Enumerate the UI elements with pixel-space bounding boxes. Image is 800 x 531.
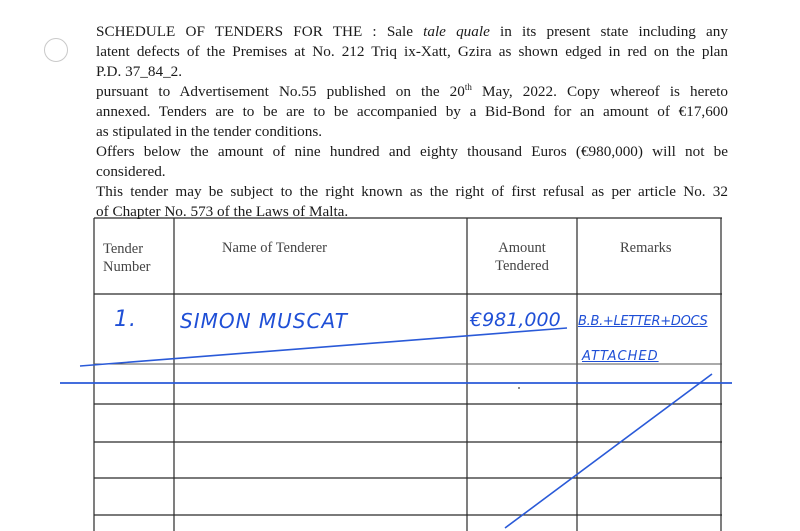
- entry-tender-number: 1.: [114, 307, 137, 332]
- column-header-tender-number: Tender Number: [103, 241, 151, 275]
- column-header-amount: Amount Tendered: [495, 240, 549, 274]
- header-line-1: SCHEDULE OF TENDERS FOR THE : Sale tale quale in its present state including any: [96, 23, 728, 40]
- column-header-name: Name of Tenderer: [222, 240, 327, 256]
- header-line-9: This tender may be subject to the right known as the right of first refusal as per article No. 32: [96, 183, 728, 200]
- header-line-2: latent defects of the Premises at No. 212 Triq ix-Xatt, Gzira as shown edged in red on the plan: [96, 43, 728, 60]
- ink-cross-out-line: [505, 374, 712, 528]
- header-line-3: P.D. 37_84_2.: [96, 63, 183, 80]
- header-line-8: considered.: [96, 163, 166, 180]
- column-header-remarks: Remarks: [620, 240, 672, 256]
- header-line-4: pursuant to Advertisement No.55 published on the 20th May, 2022. Copy whereof is hereto: [96, 81, 728, 100]
- entry-tenderer-name: SIMON MUSCAT: [180, 309, 348, 333]
- entry-amount-tendered: €981,000: [470, 309, 561, 331]
- scan-speck: [518, 387, 520, 389]
- entry-remarks-line-2: ATTACHED: [582, 349, 659, 364]
- header-line-6: as stipulated in the tender conditions.: [96, 123, 323, 140]
- header-line-10: of Chapter No. 573 of the Laws of Malta.: [96, 203, 349, 220]
- entry-remarks-line-1: B.B.+LETTER+DOCS: [578, 314, 708, 329]
- ink-diagonal-strike: [80, 328, 567, 366]
- header-line-7: Offers below the amount of nine hundred and eighty thousand Euros (€980,000) will not be: [96, 143, 728, 160]
- header-line-5: annexed. Tenders are to be are to be accompanied by a Bid-Bond for an amount of €17,600: [96, 103, 728, 120]
